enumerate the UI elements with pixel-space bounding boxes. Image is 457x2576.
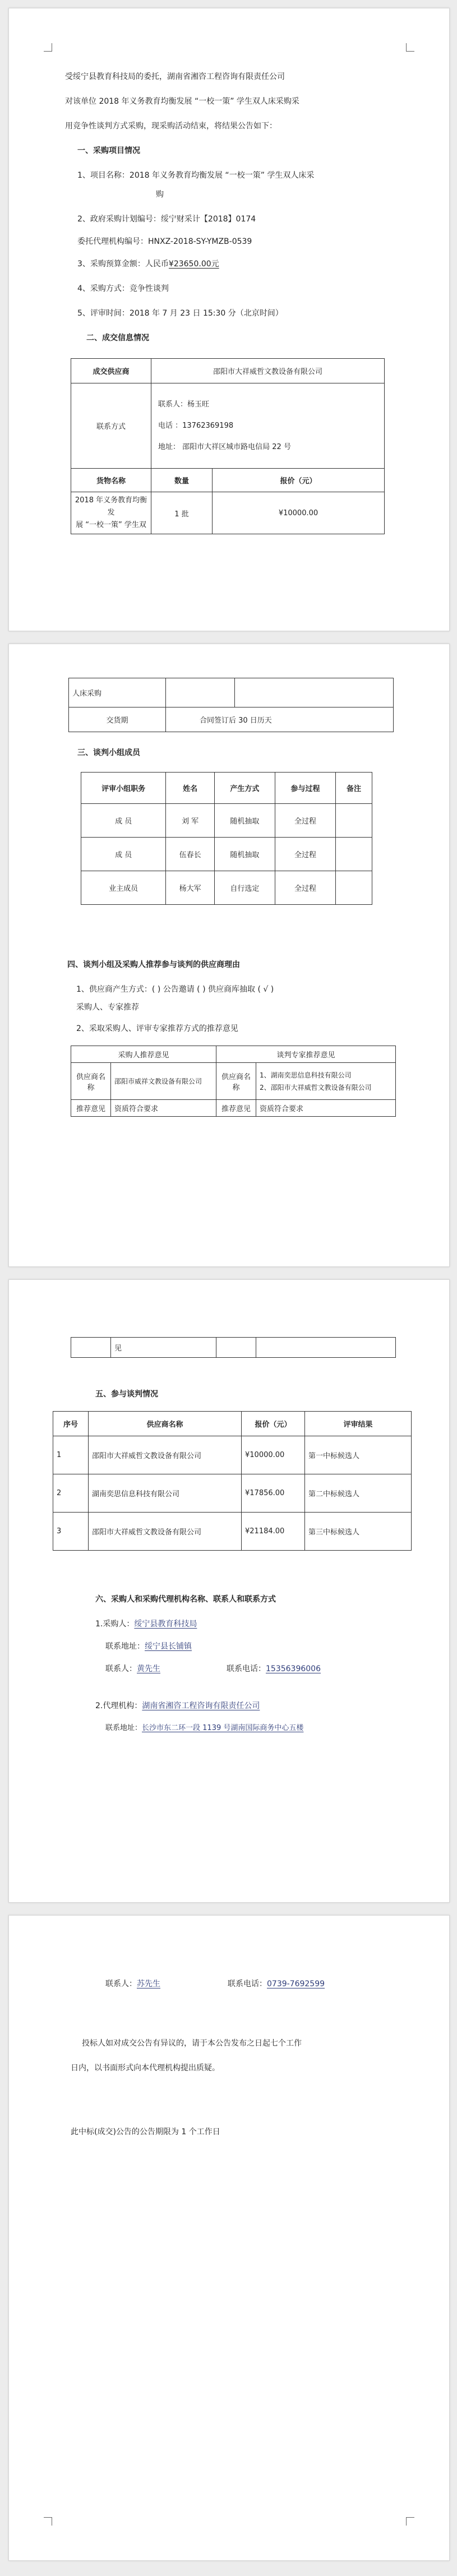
s4-item-1-continued: 采购人、专家推荐 (76, 1003, 139, 1012)
expert-reason-value: 资质符合要求 (256, 1100, 396, 1117)
deal-info-table-continued (68, 678, 394, 732)
recommendation-table (71, 1046, 396, 1117)
crop-mark-bottom-right (406, 2517, 414, 2526)
document-page-2 (8, 644, 450, 1267)
item-3: 3、采购预算金额：人民币¥23650.00元 (77, 260, 219, 269)
goods-name-continued: 人床采购 (69, 678, 166, 707)
bid-header-result: 评审结果 (305, 1412, 412, 1436)
goods-quantity: 1 批 (151, 492, 213, 534)
bids-table (53, 1411, 412, 1551)
contact-person: 联系人：杨玉旺 (158, 400, 210, 409)
delivery-label: 交货期 (69, 707, 166, 732)
expert-reason-label: 推荐意见 (216, 1100, 256, 1117)
expert-supplier-label: 供应商名称 (216, 1063, 256, 1100)
item-2-agency-number: 委托代理机构编号：HNXZ-2018-SY-YMZB-0539 (77, 237, 252, 246)
goods-price: ¥10000.00 (213, 492, 385, 534)
buyer-contact: 联系人：黄先生 (105, 1664, 160, 1673)
section-5-heading: 五、参与谈判情况 (95, 1390, 158, 1399)
team-header-note: 备注 (336, 773, 372, 804)
intro-line-1: 受绥宁县教育科技局的委托，湖南省湘咨工程咨询有限责任公司 (65, 72, 285, 81)
bid-header-supplier: 供应商名称 (89, 1412, 242, 1436)
table-row: 3 邵阳市大祥威哲文教设备有限公司 ¥21184.00 第三中标候选人 (53, 1513, 412, 1551)
table-row: 成 员 伍春长 随机抽取 全过程 (81, 838, 372, 871)
quantity-header: 数量 (151, 469, 213, 492)
delivery-value: 合同签订后 30 日历天 (166, 707, 394, 732)
table-row: 业主成员 杨大军 自行选定 全过程 (81, 871, 372, 905)
buyer-supplier-value: 邵阳市威祥文教设备有限公司 (111, 1063, 216, 1100)
contact-phone: 电话 ：13762369198 (158, 421, 234, 430)
document-page-3 (8, 1279, 450, 1903)
contact-address: 地址： 邵阳市大祥区城市路电信局 22 号 (158, 442, 291, 451)
intro-line-3: 用竞争性谈判方式采购，现采购活动结束，将结果公告如下： (65, 122, 277, 131)
crop-mark-bottom-left (44, 2517, 52, 2526)
buyer-reason-label: 推荐意见 (71, 1100, 111, 1117)
buyer-recommendation-header: 采购人推荐意见 (71, 1046, 216, 1063)
team-table (81, 772, 372, 905)
goods-name: 2018 年义务教育均衡发 展 “一校一策” 学生双 (71, 492, 151, 534)
item-2: 2、政府采购计划编号：绥宁财采计【2018】0174 (77, 215, 256, 224)
contact-details (151, 383, 385, 469)
intro-line-2: 对该单位 2018 年义务教育均衡发展 “一校一策” 学生双人床采购采 (65, 97, 299, 106)
buyer-name: 1.采购人：绥宁县教育科技局 (95, 1620, 197, 1629)
table-row: 1 邵阳市大祥威哲文教设备有限公司 ¥10000.00 第一中标候选人 (53, 1436, 412, 1474)
section-3-heading: 三、谈判小组成员 (77, 748, 140, 757)
expert-supplier-value: 1、湖南奕思信息科技有限公司 2、邵阳市大祥威哲文教设备有限公司 (256, 1063, 396, 1100)
team-header-process: 参与过程 (275, 773, 335, 804)
budget-amount: ¥23650.00元 (168, 260, 219, 269)
s4-item-1: 1、供应商产生方式：( ) 公告邀请 ( ) 供应商库抽取 ( √ ) (76, 985, 274, 994)
agency-phone: 联系电话：0739-7692599 (228, 1980, 325, 1988)
price-header: 报价（元） (213, 469, 385, 492)
objection-notice-line-2: 日内，以书面形式向本代理机构提出质疑。 (71, 2064, 220, 2073)
expert-recommendation-header: 谈判专家推荐意见 (216, 1046, 396, 1063)
recommendation-table-continued (71, 1337, 396, 1358)
supplier-value: 邵阳市大祥威哲文教设备有限公司 (151, 359, 385, 383)
document-page-4 (8, 1915, 450, 2561)
item-4: 4、采购方式：竞争性谈判 (77, 284, 169, 293)
section-6-heading: 六、采购人和采购代理机构名称、联系人和联系方式 (95, 1595, 276, 1604)
bid-header-price: 报价（元） (242, 1412, 305, 1436)
crop-mark-top-right (406, 43, 414, 52)
item-1-line-1: 1、项目名称：2018 年义务教育均衡发展 “一校一策” 学生双人床采 (77, 171, 315, 180)
team-header-name: 姓名 (166, 773, 215, 804)
recommendation-cell-continued: 见 (111, 1338, 216, 1358)
section-1-heading: 一、采购项目情况 (77, 146, 140, 155)
section-4-heading: 四、谈判小组及采购人推荐参与谈判的供应商理由 (67, 960, 240, 969)
notice-period: 此中标(成交)公告的公告期限为 1 个工作日 (71, 2128, 220, 2136)
buyer-address: 联系地址：绥宁县长铺镇 (105, 1642, 192, 1651)
contact-label: 联系方式 (71, 383, 151, 469)
table-row: 成 员 刘 军 随机抽取 全过程 (81, 804, 372, 838)
agency-contact: 联系人：苏先生 (105, 1980, 160, 1988)
objection-notice-line-1: 投标人如对成交公告有异议的，请于本公告发布之日起七个工作 (82, 2039, 302, 2048)
supplier-label: 成交供应商 (71, 359, 151, 383)
bid-header-index: 序号 (53, 1412, 89, 1436)
agency-name: 2.代理机构：湖南省湘咨工程咨询有限责任公司 (95, 1701, 260, 1710)
buyer-reason-value: 资质符合要求 (111, 1100, 216, 1117)
buyer-phone: 联系电话：15356396006 (227, 1664, 321, 1673)
team-header-role: 评审小组职务 (81, 773, 166, 804)
team-header-method: 产生方式 (214, 773, 275, 804)
item-1-line-2: 购 (156, 190, 164, 199)
section-2-heading: 二、成交信息情况 (86, 334, 149, 343)
document-page-1 (8, 8, 450, 631)
s4-item-2: 2、采取采购人、评审专家推荐方式的推荐意见 (76, 1024, 238, 1033)
goods-header: 货物名称 (71, 469, 151, 492)
item-5: 5、评审时间：2018 年 7 月 23 日 15:30 分（北京时间） (77, 309, 283, 318)
buyer-supplier-label: 供应商名称 (71, 1063, 111, 1100)
table-row: 2 湖南奕思信息科技有限公司 ¥17856.00 第二中标候选人 (53, 1474, 412, 1513)
agency-address: 联系地址：长沙市东二环一段 1139 号湖南国际商务中心五楼 (105, 1724, 304, 1732)
deal-info-table (71, 358, 385, 534)
crop-mark-top-left (44, 43, 52, 52)
